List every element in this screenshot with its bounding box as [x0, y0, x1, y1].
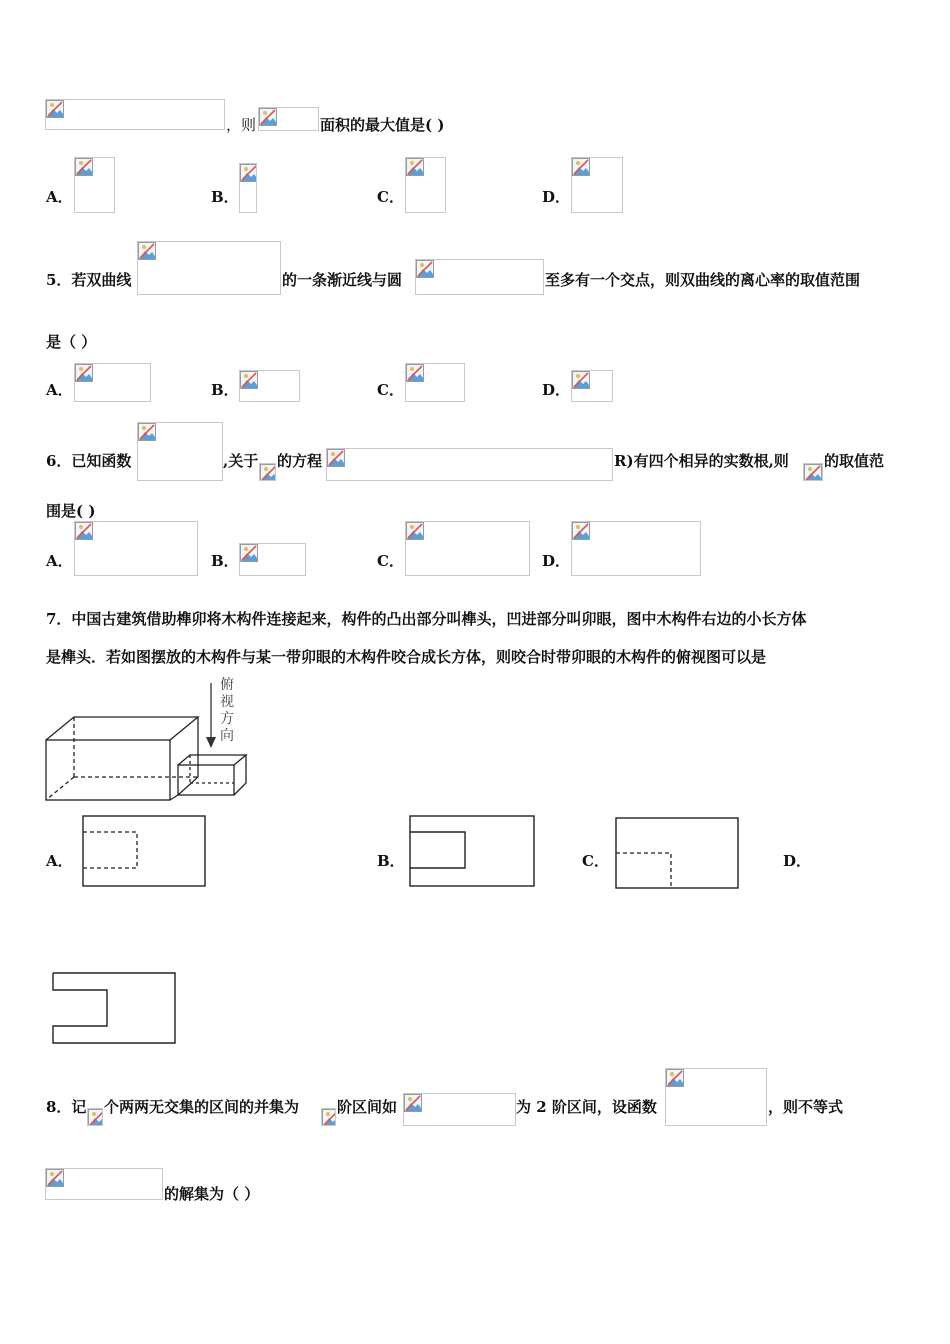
broken-image-icon: [240, 544, 258, 562]
question-text: ,关于: [223, 452, 259, 470]
option-label-c: C．: [582, 852, 609, 870]
question-text: 的方程: [277, 452, 323, 470]
broken-image-icon: [406, 522, 424, 540]
question-text: 是（ ）: [46, 333, 97, 351]
formula-image: [403, 1093, 516, 1126]
question-text: 的一条渐近线与圆: [282, 271, 403, 289]
broken-image-icon: [416, 260, 434, 278]
question-text: 阶区间如: [337, 1098, 398, 1116]
option-label-a: A．: [46, 852, 73, 870]
option-b-image: [239, 370, 300, 402]
question-text: R)有四个相异的实数根,则: [614, 452, 789, 470]
view-direction-label: 俯视方向: [220, 677, 234, 744]
broken-image-icon: [666, 1069, 684, 1087]
broken-image-icon: [804, 464, 822, 481]
option-label-d: D．: [542, 552, 571, 570]
broken-image-icon: [240, 371, 258, 389]
broken-image-icon: [75, 158, 93, 176]
option-a-image: [74, 157, 115, 213]
option-label-b: B．: [211, 552, 239, 570]
option-label-c: C．: [377, 381, 404, 399]
broken-image-icon: [46, 1169, 64, 1187]
option-b-image: [239, 163, 257, 213]
formula-image: [665, 1068, 767, 1126]
option-a-image: [74, 363, 151, 402]
broken-image-icon: [259, 108, 277, 126]
option-d-figure: [51, 971, 179, 1047]
question-text: 为 2 阶区间，设函数: [516, 1098, 657, 1116]
question-text: 的取值范: [824, 452, 885, 470]
question-5-number: 5．若双曲线: [46, 271, 132, 289]
broken-image-icon: [406, 364, 424, 382]
broken-image-icon: [572, 371, 590, 389]
option-d-image: [571, 521, 701, 576]
question-7-line-1: 7．中国古建筑借助榫卯将木构件连接起来，构件的凸出部分叫榫头，凹进部分叫卯眼，图中木构件右边的小长方体: [46, 610, 807, 628]
broken-image-icon: [572, 522, 590, 540]
option-c-image: [405, 521, 530, 576]
option-label-d: D．: [542, 381, 571, 399]
option-label-a: A．: [46, 188, 73, 206]
option-d-image: [571, 370, 613, 402]
option-c-image: [405, 363, 465, 402]
broken-image-icon: [322, 1109, 336, 1126]
broken-image-icon: [88, 1109, 103, 1126]
option-label-b: B．: [377, 852, 405, 870]
down-arrow-icon: [206, 737, 216, 748]
broken-image-icon: [404, 1094, 422, 1112]
question-6-number: 6．已知函数: [46, 452, 132, 470]
option-label-a: A．: [46, 381, 73, 399]
question-text: 围是( ): [46, 502, 96, 520]
broken-image-icon: [46, 100, 64, 118]
option-label-d: D．: [783, 852, 812, 870]
broken-image-icon: [240, 164, 257, 182]
question-text: ，则不等式: [768, 1098, 844, 1116]
formula-image: [45, 1168, 163, 1200]
option-b-figure: [409, 815, 537, 889]
broken-image-icon: [75, 522, 93, 540]
option-label-b: B．: [211, 188, 239, 206]
option-c-figure: [615, 817, 741, 891]
option-label-d: D．: [542, 188, 571, 206]
option-label-c: C．: [377, 552, 404, 570]
question-text: 个两两无交集的区间的并集为: [104, 1098, 300, 1116]
formula-image: [321, 1108, 336, 1126]
broken-image-icon: [138, 242, 156, 260]
formula-image: [803, 463, 823, 481]
question-text: 的解集为（ ）: [164, 1185, 260, 1203]
option-label-a: A．: [46, 552, 73, 570]
formula-image: [326, 448, 613, 481]
option-c-image: [405, 157, 446, 213]
formula-image: [258, 107, 319, 131]
question-text: 至多有一个交点，则双曲线的离心率的取值范围: [545, 271, 861, 289]
option-b-image: [239, 543, 306, 576]
broken-image-icon: [138, 423, 156, 441]
broken-image-icon: [572, 158, 590, 176]
formula-image: [45, 99, 225, 130]
question-text: 面积的最大值是( ): [320, 116, 445, 134]
option-a-figure: [82, 815, 208, 889]
formula-image: [137, 422, 223, 481]
text: ，则: [226, 116, 257, 134]
broken-image-icon: [406, 158, 424, 176]
broken-image-icon: [260, 464, 276, 481]
question-7-line-2: 是榫头．若如图摆放的木构件与某一带卯眼的木构件咬合成长方体，则咬合时带卯眼的木构件的俯视图可以是: [46, 648, 767, 666]
broken-image-icon: [75, 364, 93, 382]
question-8-number: 8．记: [46, 1098, 87, 1116]
option-label-b: B．: [211, 381, 239, 399]
formula-image: [415, 259, 544, 295]
option-label-c: C．: [377, 188, 404, 206]
formula-image: [259, 463, 276, 481]
formula-image: [87, 1108, 103, 1126]
option-d-image: [571, 157, 623, 213]
option-a-image: [74, 521, 198, 576]
broken-image-icon: [327, 449, 345, 467]
formula-image: [137, 241, 281, 295]
